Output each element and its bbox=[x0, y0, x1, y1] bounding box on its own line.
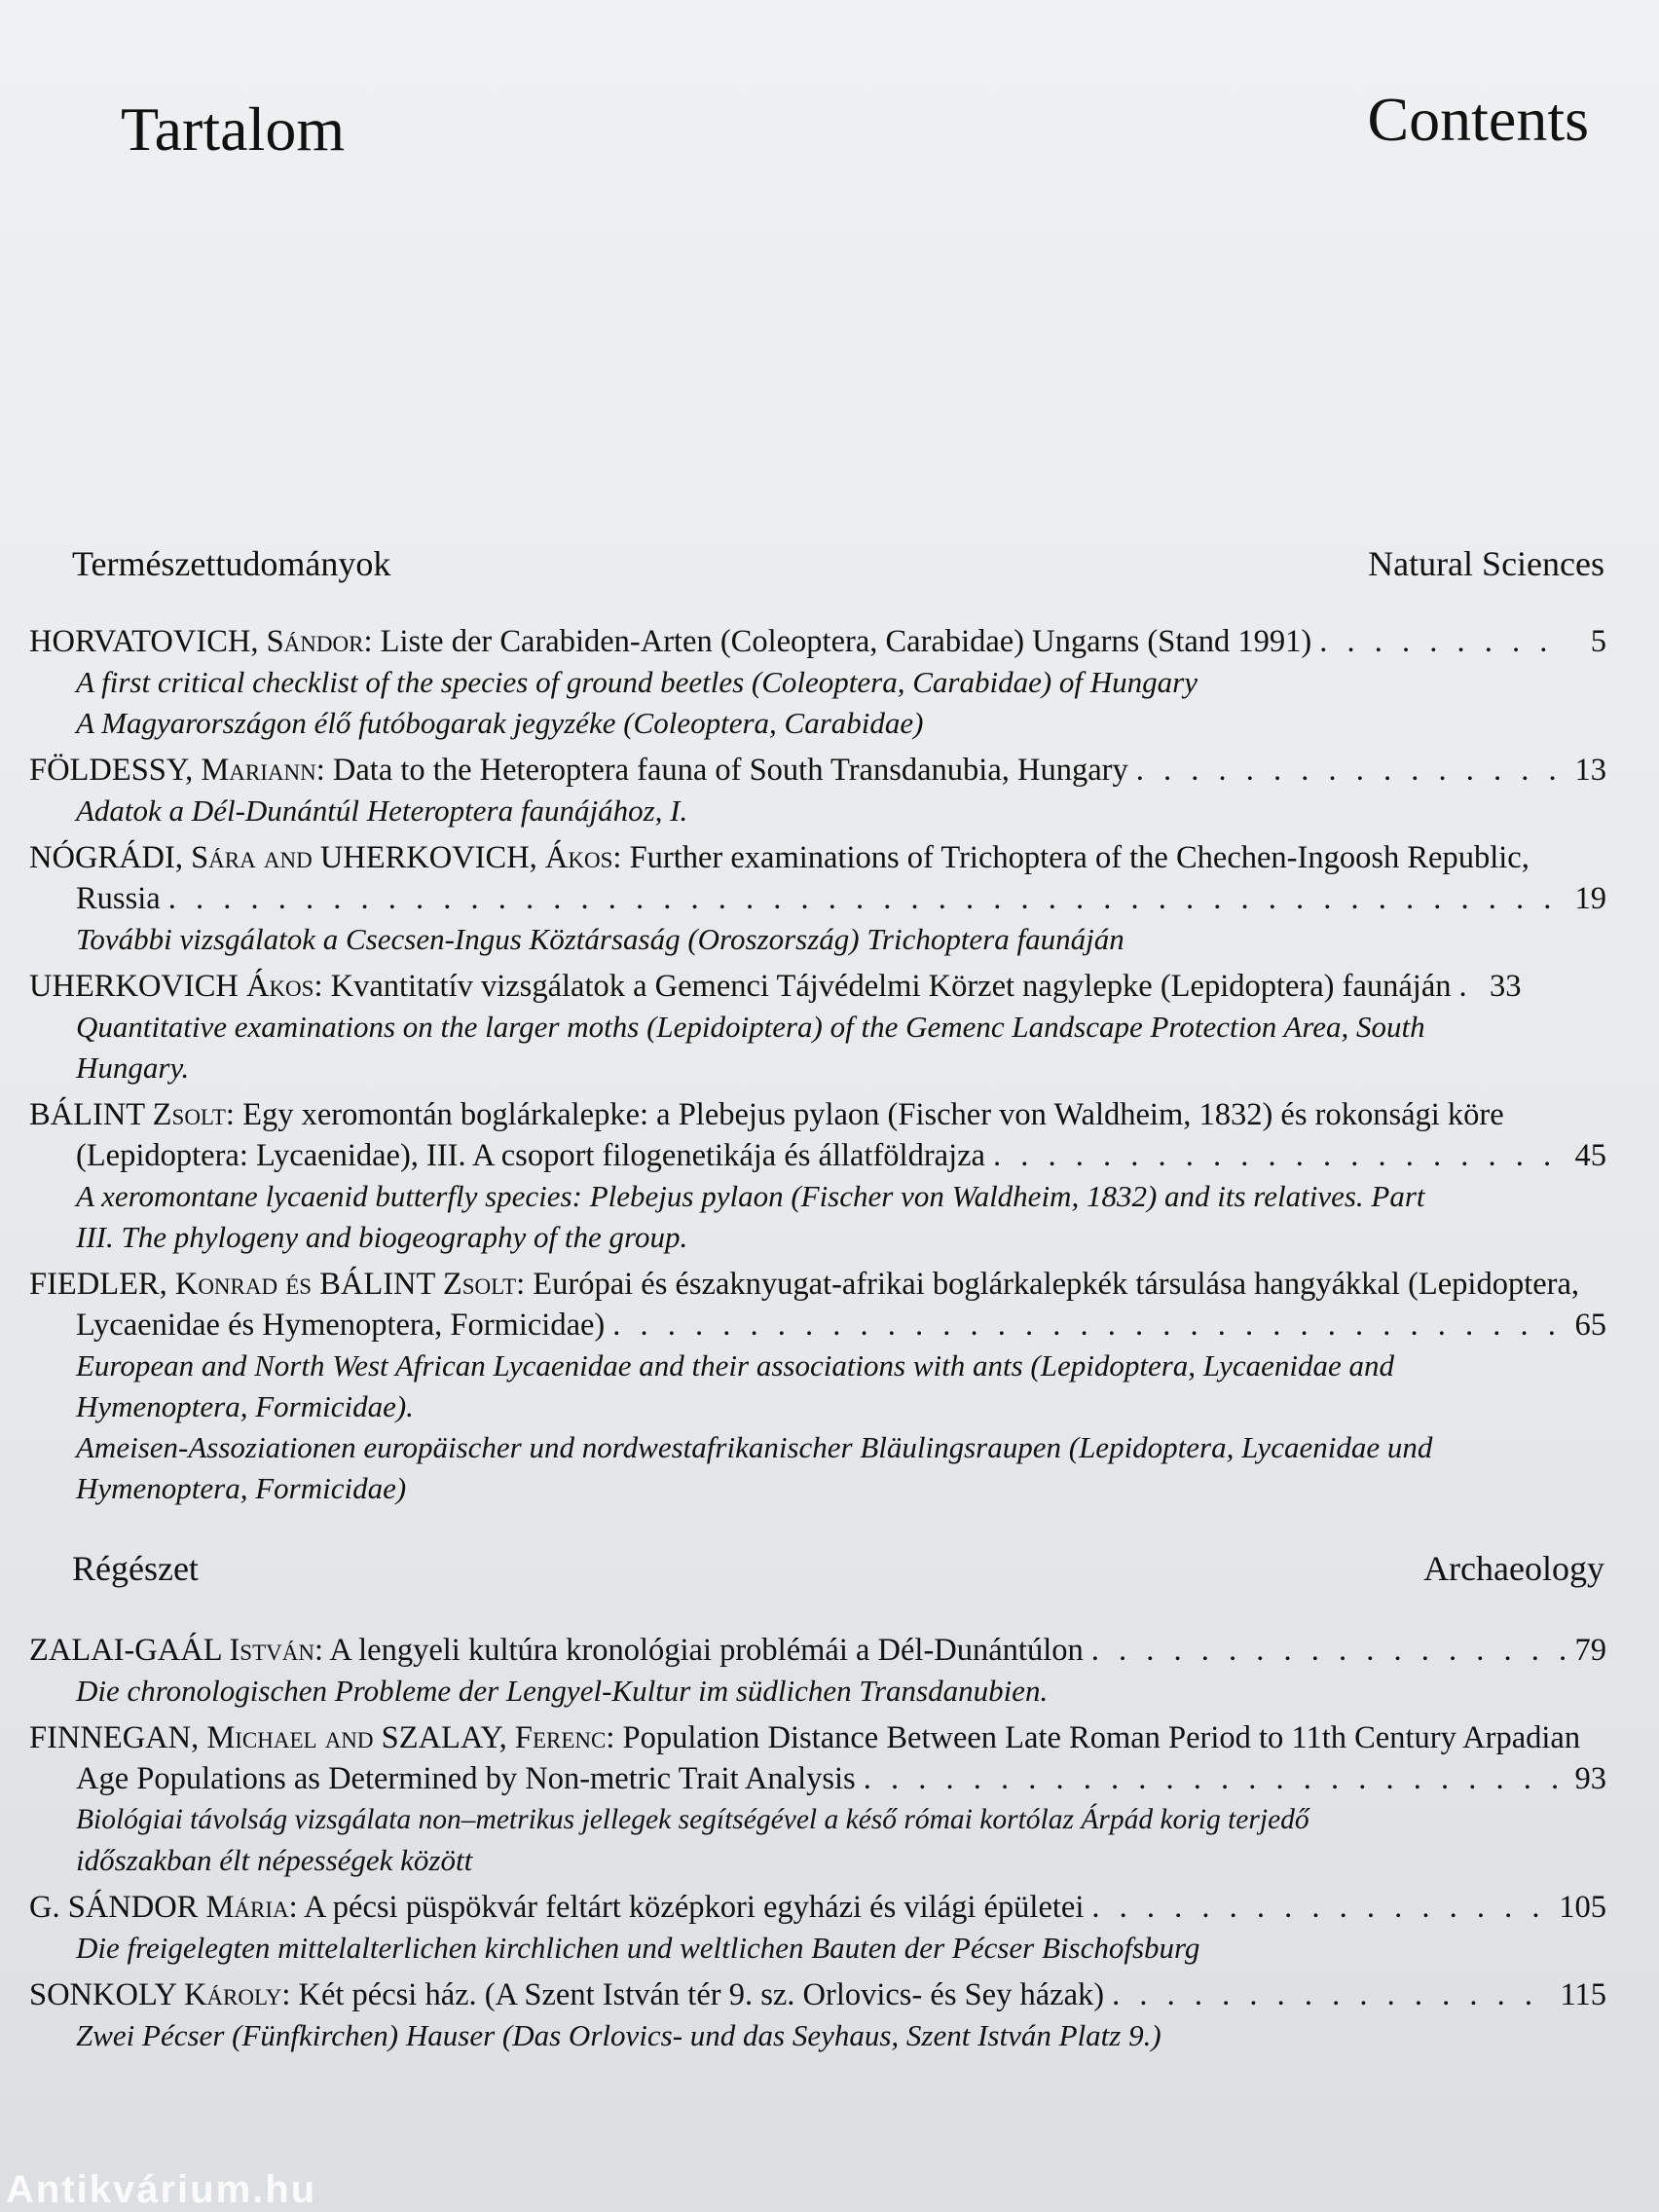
entry-title: Data to the Heteroptera fauna of South Transdanubia, Hungary bbox=[332, 753, 1128, 788]
toc-entry[interactable] bbox=[29, 1717, 1606, 1881]
entry-title-continued: (Lepidoptera: Lycaenidae), III. A csoport filogenetikája és állatföldrajza bbox=[76, 1138, 985, 1173]
entry-translation: Quantitative examinations on the larger moths (Lepidoiptera) of the Gemenc Landscape Protection Area, South bbox=[76, 1010, 1425, 1044]
entry-page: 45 bbox=[1574, 1138, 1606, 1173]
entry-page: 5 bbox=[1590, 624, 1606, 659]
entry-author: ZALAI-GAÁL István: bbox=[29, 1633, 323, 1668]
entry-author: G. SÁNDOR Mária: bbox=[29, 1890, 298, 1925]
entry-title: Population Distance Between Late Roman Period to 11th Century Arpadian bbox=[622, 1720, 1581, 1755]
toc-entry[interactable] bbox=[29, 1887, 1606, 1969]
watermark: Antikvárium.hu bbox=[6, 2168, 317, 2211]
leader-dots bbox=[864, 1758, 1566, 1799]
leader-dots bbox=[1091, 1887, 1551, 1928]
natural-sciences-list bbox=[29, 621, 1606, 1515]
leader-dots bbox=[168, 878, 1566, 919]
entry-title-continued: Age Populations as Determined by Non-metric Trait Analysis bbox=[76, 1761, 856, 1796]
entry-page: 33 bbox=[1490, 969, 1522, 1004]
entry-title: Kvantitatív vizsgálatok a Gemenci Tájvédelmi Körzet nagylepke (Lepidoptera) faunáján bbox=[330, 969, 1452, 1004]
toc-entry[interactable] bbox=[29, 837, 1606, 960]
entry-translation: A Magyarországon élő futóbogarak jegyzéke (Coleoptera, Carabidae) bbox=[76, 706, 924, 740]
entry-page: 19 bbox=[1574, 881, 1606, 916]
entry-page: 65 bbox=[1574, 1308, 1606, 1343]
entry-translation: További vizsgálatok a Csecsen-Ingus Köztársaság (Oroszország) Trichoptera faunáján bbox=[76, 922, 1124, 956]
toc-entry[interactable] bbox=[29, 1264, 1606, 1509]
entry-translation: Hymenoptera, Formicidae) bbox=[76, 1471, 407, 1505]
entry-author: SONKOLY Károly: bbox=[29, 1977, 291, 2012]
entry-author: FÖLDESSY, Mariann: bbox=[29, 753, 325, 788]
toc-entry[interactable] bbox=[29, 1630, 1606, 1712]
entry-title: Egy xeromontán boglárkalepke: a Plebejus pylaon (Fischer von Waldheim, 1832) és rokonsági köre bbox=[242, 1097, 1504, 1132]
entry-title: Európai és északnyugat-afrikai boglárkalepkék társulása hangyákkal (Lepidoptera, bbox=[533, 1267, 1580, 1302]
entry-page: 105 bbox=[1559, 1890, 1606, 1925]
entry-page: 93 bbox=[1574, 1761, 1606, 1796]
entry-translation: Hymenoptera, Formicidae). bbox=[76, 1389, 414, 1423]
show-through-text bbox=[195, 166, 205, 212]
entry-translation: A first critical checklist of the species of ground beetles (Coleoptera, Carabidae) of Hungary bbox=[76, 665, 1198, 699]
entry-translation: Adatok a Dél-Dunántúl Heteroptera faunájához, I. bbox=[76, 793, 688, 828]
leader-dots bbox=[1091, 1630, 1566, 1671]
section-natural-sciences bbox=[72, 543, 1604, 584]
entry-title: A lengyeli kultúra kronológiai problémái a Dél-Dunántúlon bbox=[329, 1633, 1084, 1668]
entry-translation: Die chronologischen Probleme der Lengyel-Kultur im südlichen Transdanubien. bbox=[76, 1674, 1049, 1708]
entry-title: Liste der Carabiden-Arten (Coleoptera, Carabidae) Ungarns (Stand 1991) bbox=[380, 624, 1312, 659]
title-hungarian: Tartalom bbox=[121, 94, 346, 164]
entry-author: BÁLINT Zsolt: bbox=[29, 1097, 235, 1132]
entry-page: 13 bbox=[1574, 753, 1606, 788]
entry-author: FINNEGAN, Michael and SZALAY, Ferenc: bbox=[29, 1720, 615, 1755]
entry-translation: A xeromontane lycaenid butterfly species: Plebejus pylaon (Fischer von Waldheim, 1832) and its relatives. Part bbox=[76, 1179, 1425, 1213]
section-archaeology bbox=[72, 1548, 1604, 1589]
entry-author: FIEDLER, Konrad és BÁLINT Zsolt: bbox=[29, 1267, 526, 1302]
entry-translation: III. The phylogeny and biogeography of the group. bbox=[76, 1220, 688, 1254]
entry-author: UHERKOVICH Ákos: bbox=[29, 969, 323, 1004]
entry-translation: Hungary. bbox=[76, 1051, 190, 1085]
entry-author: NÓGRÁDI, Sára and UHERKOVICH, Ákos: bbox=[29, 840, 622, 875]
toc-entry[interactable] bbox=[29, 1094, 1606, 1258]
entry-title: Két pécsi ház. (A Szent István tér 9. sz. Orlovics- és Sey házak) bbox=[298, 1977, 1105, 2012]
entry-translation: Ameisen-Assoziationen europäischer und nordwestafrikanischer Bläulingsraupen (Lepidoptera, Lycaenidae und bbox=[76, 1430, 1433, 1464]
entry-translation: Zwei Pécser (Fünfkirchen) Hauser (Das Orlovics- und das Seyhaus, Szent István Platz 9.) bbox=[76, 2018, 1161, 2052]
leader-dots bbox=[993, 1135, 1566, 1176]
entry-title: A pécsi püspökvár feltárt középkori egyházi és világi épületei bbox=[303, 1890, 1085, 1925]
toc-entry[interactable] bbox=[29, 750, 1606, 831]
entry-translation: European and North West African Lycaenidae and their associations with ants (Lepidoptera, Lycaenidae and bbox=[76, 1348, 1395, 1382]
entry-title-continued: Lycaenidae és Hymenoptera, Formicidae) bbox=[76, 1308, 606, 1343]
entry-translation: Die freigelegten mittelalterlichen kirchlichen und weltlichen Bauten der Pécser Bischofsburg bbox=[76, 1931, 1200, 1965]
entry-page: 115 bbox=[1560, 1977, 1606, 2012]
section-title-hu: Régészet bbox=[72, 1549, 199, 1588]
archaeology-list bbox=[29, 1630, 1606, 2062]
entry-title: Further examinations of Trichoptera of the Chechen-Ingoosh Republic, bbox=[629, 840, 1530, 875]
entry-translation: időszakban élt népességek között bbox=[76, 1843, 473, 1877]
leader-dots bbox=[1112, 1974, 1552, 2015]
toc-entry[interactable] bbox=[29, 621, 1606, 744]
leader-dots bbox=[1459, 966, 1481, 1007]
leader-dots bbox=[1319, 621, 1566, 662]
section-title-en: Archaeology bbox=[1423, 1549, 1604, 1588]
leader-dots bbox=[612, 1305, 1566, 1346]
leader-dots bbox=[1136, 750, 1566, 791]
section-title-hu: Természettudományok bbox=[72, 544, 391, 583]
section-title-en: Natural Sciences bbox=[1368, 544, 1604, 583]
toc-entry[interactable] bbox=[29, 1974, 1606, 2056]
entry-author: HORVATOVICH, Sándor: bbox=[29, 624, 373, 659]
entry-title-continued: Russia bbox=[76, 881, 161, 916]
entry-page: 79 bbox=[1574, 1633, 1606, 1668]
entry-translation: Biológiai távolság vizsgálata non–metrikus jellegek segítségével a késő római kortólaz Árpád korig terjedő bbox=[76, 1804, 1309, 1835]
toc-entry[interactable] bbox=[29, 966, 1606, 1088]
title-english: Contents bbox=[1367, 85, 1589, 154]
